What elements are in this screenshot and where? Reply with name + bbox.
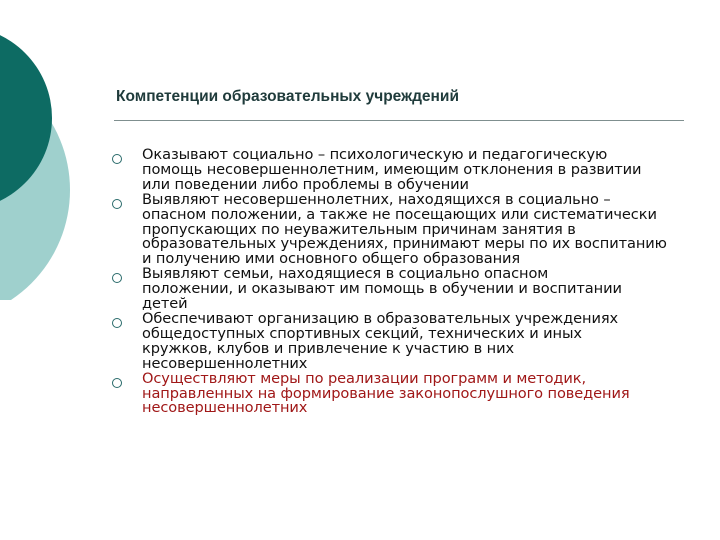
list-item-text: Оказывают социально – психологическую и педагогическую помощь несовершеннолетним, имеющим отклонения в развитии или поведении либо проблемы в обучении <box>142 146 642 193</box>
list-item-text: Обеспечивают организацию в образовательных учреждениях общедоступных спортивных секций, технических и иных кружков, клубов и привлечение к участию в них несовершеннолетних <box>142 309 619 372</box>
slide-title: Компетенции образовательных учреждений <box>116 88 459 105</box>
list-item-text: Выявляют несовершеннолетних, находящихся в социально – опасном положении, а также не посещающих или систематически пропускающих по неуважительным причинам занятия в образовательных учреждениях, принимают меры по их воспитанию и получению ими основного общего образования <box>142 190 667 268</box>
ring-bullet-icon <box>112 273 122 283</box>
ring-bullet-icon <box>112 318 122 328</box>
list-item <box>112 190 702 268</box>
list-item-highlighted <box>112 369 702 417</box>
competence-list <box>112 148 702 416</box>
ring-bullet-icon <box>112 378 122 388</box>
title-divider <box>114 120 684 121</box>
decorative-circles <box>0 0 80 300</box>
list-item <box>112 267 702 312</box>
list-item-text: Выявляют семьи, находящиеся в социально опасном положении, и оказывают им помощь в обучении и воспитании детей <box>142 265 622 313</box>
ring-bullet-icon <box>112 154 122 164</box>
list-item <box>112 309 702 372</box>
list-item <box>112 148 702 193</box>
list-item-text: Осуществляют меры по реализации программ и методик, направленных на формирование законопослушного поведения несовершеннолетних <box>142 369 630 417</box>
ring-bullet-icon <box>112 199 122 209</box>
